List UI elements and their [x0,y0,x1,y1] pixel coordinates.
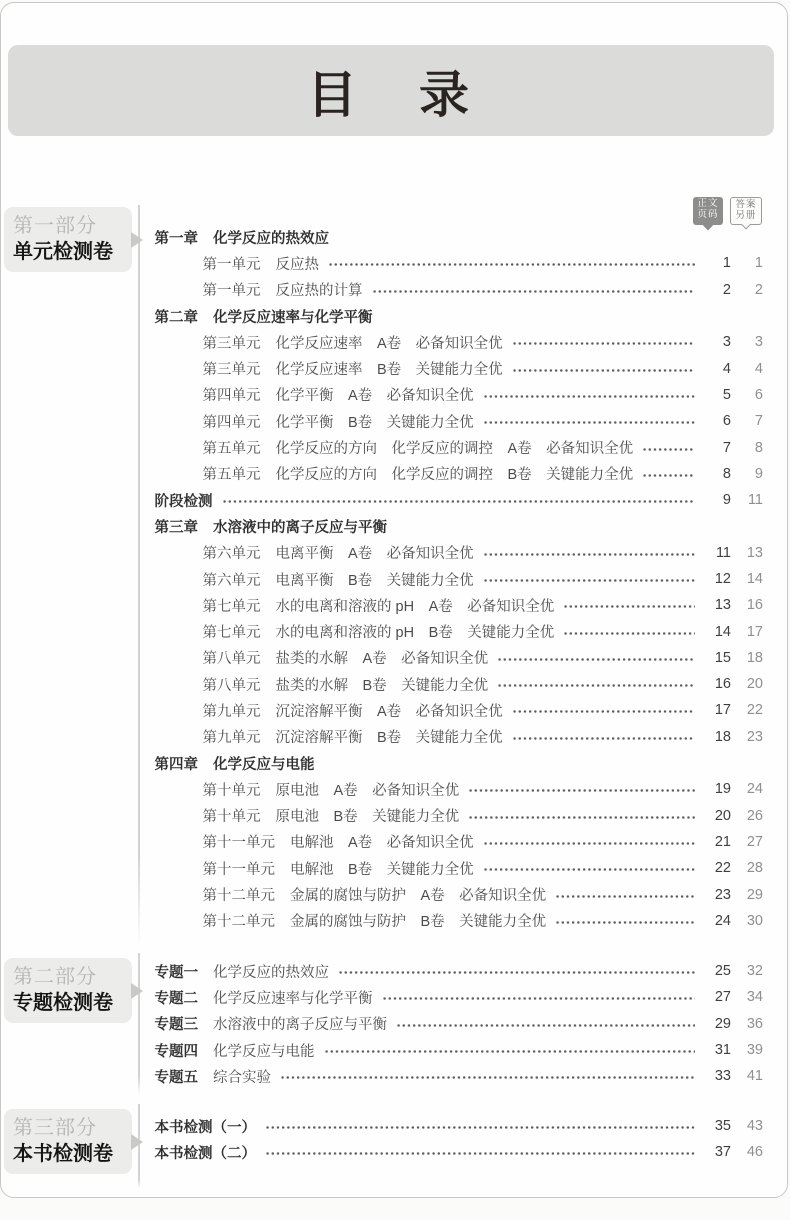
dot-leader [265,1125,695,1130]
answer-page-number: 11 [747,492,763,509]
dot-leader [468,788,695,793]
toc-entry-title: 金属的腐蚀与防护 B卷 关键能力全优 [290,914,547,931]
dot-leader [512,368,695,373]
toc-entry-label: 专题四 [154,1043,198,1060]
toc-entry-label: 第五单元 [202,467,261,484]
toc-row [155,513,764,539]
main-page-number: 15 [714,649,731,666]
arrow-right-icon [131,232,143,248]
dot-leader [382,996,696,1001]
main-page-number: 17 [714,702,731,719]
answer-page-number: 6 [754,386,763,403]
page-title: 目 录 [307,66,475,123]
toc-row [155,958,764,984]
toc-entry-label: 第四单元 [202,414,261,431]
main-page-number: 1 [722,255,731,272]
dot-leader [497,683,695,688]
answer-booklet-page-badge [730,197,762,225]
toc-entry-label: 第四章 [154,756,198,773]
answer-page-number: 22 [746,702,763,719]
badge-line: 页码 [697,208,719,220]
toc-entry-label: 第十单元 [202,809,261,826]
toc-entry-title: 化学反应速率与化学平衡 [213,990,373,1007]
toc-entry-title: 反应热的计算 [275,283,363,300]
toc-entry-title: 金属的腐蚀与防护 A卷 必备知识全优 [290,888,547,905]
arrow-right-icon [131,1134,143,1150]
main-page-number: 3 [722,334,731,351]
toc-entry-title: 综合实验 [213,1069,271,1086]
part-title: 单元检测卷 [13,241,113,263]
part-content [140,205,788,946]
main-page-number: 23 [714,886,731,903]
main-page-number: 6 [722,413,731,430]
main-text-page-badge [693,197,723,225]
dot-leader [483,867,695,872]
toc-entry-title: 化学反应速率与化学平衡 [213,309,373,326]
answer-page-number: 34 [746,989,763,1006]
toc-entry-label: 第七单元 [202,625,261,642]
toc-row [155,329,764,355]
part-sidebar [1,953,138,1094]
toc-row [155,461,764,487]
toc-entry-title: 沉淀溶解平衡 A卷 必备知识全优 [275,703,503,720]
toc-entry-title: 化学反应与电能 [213,756,315,773]
dot-leader [483,552,695,557]
toc-entry-label: 第一单元 [202,283,261,300]
badge-line: 答案 [735,199,757,210]
part-label [4,207,132,272]
answer-page-number: 3 [754,334,763,351]
dot-leader [483,841,695,846]
toc-entry-title: 化学反应的方向 化学反应的调控 A卷 必备知识全优 [275,441,634,458]
toc-row [155,855,764,881]
answer-page-number: 18 [746,649,763,666]
main-page-number: 4 [722,360,731,377]
answer-page-number: 23 [746,728,763,745]
dot-leader [280,1075,695,1080]
toc-entry-label: 第八单元 [202,651,261,668]
main-page-number: 14 [714,623,731,640]
main-page-number: 35 [714,1118,731,1135]
toc-entry-label: 第三单元 [202,362,261,379]
toc-entry-label: 第十一单元 [202,861,275,878]
toc-entry-title: 化学反应与电能 [213,1043,315,1060]
toc-entry-label: 专题二 [154,990,198,1007]
toc-entry-title: 水溶液中的离子反应与平衡 [213,1017,387,1034]
toc-entry-title: 水的电离和溶液的 pH A卷 必备知识全优 [275,598,555,615]
dot-leader [396,1023,695,1028]
toc-entry-title: 水溶液中的离子反应与平衡 [213,519,387,536]
answer-page-number: 29 [746,886,763,903]
answer-page-number: 26 [746,807,763,824]
toc-row [155,277,764,303]
dot-leader [512,341,695,346]
toc-row [155,803,764,829]
answer-page-number: 46 [746,1144,763,1161]
toc-row [155,618,764,644]
dot-leader [563,631,695,636]
toc-entry-label: 第八单元 [202,677,261,694]
main-page-number: 13 [714,597,731,614]
toc-row [155,303,764,329]
main-page-number: 22 [714,860,731,877]
toc-row [155,724,764,750]
answer-page-number: 36 [746,1015,763,1032]
toc-entry-title: 盐类的水解 A卷 必备知识全优 [275,651,489,668]
main-page-number: 8 [722,465,731,482]
badge-line: 另册 [735,209,757,221]
toc-row [155,1139,764,1165]
toc-entry-title: 原电池 A卷 必备知识全优 [275,782,460,799]
main-page-number: 25 [714,963,731,980]
main-page-number: 16 [714,676,731,693]
dot-leader [497,657,695,662]
answer-page-number: 13 [746,544,763,561]
toc-entry-title: 化学平衡 A卷 必备知识全优 [275,388,474,405]
toc-entry-title: 化学反应的方向 化学反应的调控 B卷 关键能力全优 [275,467,634,484]
toc-entry-label: 专题五 [154,1069,198,1086]
arrow-right-icon [131,983,143,999]
toc-row [155,355,764,381]
toc-entry-label: 阶段检测 [154,493,213,510]
dot-leader [563,604,695,609]
dot-leader [372,289,696,294]
part-number: 第三部分 [13,1117,97,1139]
answer-page-number: 17 [746,623,763,640]
toc-row [155,881,764,907]
answer-page-number: 8 [754,439,763,456]
part-label [4,958,132,1023]
toc-entry-label: 第十二单元 [202,914,275,931]
part-sidebar [1,205,138,946]
toc-entry-title: 电解池 B卷 关键能力全优 [290,861,474,878]
toc-entry-title: 水的电离和溶液的 pH B卷 关键能力全优 [275,625,555,642]
dot-leader [483,394,695,399]
dot-leader [483,578,695,583]
part-content [140,953,788,1094]
toc-entry-title: 反应热 [275,256,319,273]
toc-entry-title: 盐类的水解 B卷 关键能力全优 [275,677,489,694]
toc-entry-label: 第五单元 [202,441,261,458]
dot-leader [512,736,695,741]
toc-entry-label: 第三章 [154,519,198,536]
toc-entry-title: 沉淀溶解平衡 B卷 关键能力全优 [275,730,503,747]
badge-line: 正文 [697,198,719,209]
toc-row [155,908,764,934]
toc-row [155,750,764,776]
toc-entry-title: 化学反应的热效应 [213,964,329,981]
toc-entry-label: 专题一 [154,964,198,981]
dot-leader [265,1151,695,1156]
main-page-number: 24 [714,912,731,929]
main-page-number: 29 [714,1015,731,1032]
dot-leader [642,447,695,452]
main-page-number: 12 [714,571,731,587]
page-title-band [8,45,774,136]
toc-row [155,645,764,671]
part-section [1,953,787,1094]
toc-row [155,829,764,855]
toc-entry-title: 电解池 A卷 必备知识全优 [290,835,474,852]
toc-entry-label: 第六单元 [202,572,261,589]
main-page-number: 19 [714,781,731,798]
answer-page-number: 30 [746,912,763,929]
part-sidebar [1,1104,138,1189]
dot-leader [324,1049,696,1054]
main-page-number: 33 [714,1068,731,1085]
toc-row [155,408,764,434]
main-page-number: 21 [714,833,731,850]
part-section [1,205,787,946]
toc-row [155,434,764,460]
answer-page-number: 39 [746,1042,763,1059]
toc-entry-title: 电离平衡 B卷 关键能力全优 [275,572,474,589]
answer-page-number: 7 [754,413,763,430]
toc-entry-label: 本书检测（一） [154,1119,256,1136]
main-page-number: 9 [722,492,731,509]
answer-page-number: 41 [746,1068,763,1085]
answer-page-number: 24 [746,781,763,798]
answer-page-number: 32 [746,963,763,980]
toc-entry-label: 第三单元 [202,335,261,352]
toc-entry-label: 第十一单元 [202,835,275,852]
toc-entry-label: 第九单元 [202,730,261,747]
toc-row [155,540,764,566]
dot-leader [555,894,695,899]
toc-entry-label: 第九单元 [202,703,261,720]
dot-leader [222,499,696,504]
toc-entry-label: 第十单元 [202,782,261,799]
dot-leader [642,473,695,478]
toc-row [155,1113,764,1139]
answer-page-number: 9 [754,465,763,482]
main-page-number: 5 [722,386,731,403]
toc-entry-label: 第一单元 [202,256,261,273]
toc-entry-title: 原电池 B卷 关键能力全优 [275,809,460,826]
main-page-number: 18 [714,728,731,745]
answer-page-number: 16 [746,597,763,614]
toc-entry-title: 化学反应速率 B卷 关键能力全优 [275,362,503,379]
answer-page-number: 1 [754,255,763,272]
toc-entry-label: 第七单元 [202,598,261,615]
dot-leader [483,420,695,425]
dot-leader [338,970,695,975]
toc-entry-label: 本书检测（二） [154,1145,256,1162]
answer-page-number: 14 [746,571,763,587]
toc-row [155,592,764,618]
part-label [4,1109,132,1174]
toc-row [155,1063,764,1089]
toc-row [155,776,764,802]
dot-leader [555,920,695,925]
toc-row [155,984,764,1010]
part-section [1,1104,787,1189]
main-page-number: 7 [722,439,731,456]
toc-row [155,697,764,723]
toc-row [155,1011,764,1037]
answer-page-number: 4 [754,360,763,377]
toc-entry-title: 化学反应的热效应 [213,230,329,247]
part-content [140,1104,788,1189]
toc-sections [1,205,787,1189]
answer-page-number: 2 [754,281,763,298]
dot-leader [512,709,695,714]
dot-leader [328,262,695,267]
answer-page-number: 28 [746,860,763,877]
toc-entry-label: 专题三 [154,1017,198,1034]
main-page-number: 11 [715,544,731,561]
part-number: 第一部分 [13,215,97,237]
toc-entry-label: 第一章 [154,230,198,247]
page-number-legend [693,197,762,225]
toc-row [155,224,764,250]
toc-row [155,1037,764,1063]
toc-entry-label: 第十二单元 [202,888,275,905]
answer-page-number: 20 [746,676,763,693]
main-page-number: 37 [714,1144,731,1161]
part-number: 第二部分 [13,966,97,988]
main-page-number: 2 [722,281,731,298]
part-title: 专题检测卷 [13,992,113,1014]
part-title: 本书检测卷 [13,1143,113,1165]
main-page-number: 20 [714,807,731,824]
toc-row [155,487,764,513]
toc-page [0,2,788,1198]
toc-row [155,250,764,276]
toc-row [155,671,764,697]
main-page-number: 31 [714,1042,731,1059]
toc-row [155,566,764,592]
dot-leader [468,815,695,820]
main-page-number: 27 [714,989,731,1006]
answer-page-number: 43 [746,1118,763,1135]
toc-entry-label: 第四单元 [202,388,261,405]
toc-entry-title: 化学平衡 B卷 关键能力全优 [275,414,474,431]
toc-row [155,382,764,408]
answer-page-number: 27 [746,833,763,850]
toc-entry-title: 化学反应速率 A卷 必备知识全优 [275,335,503,352]
toc-entry-label: 第六单元 [202,546,261,563]
toc-entry-label: 第二章 [154,309,198,326]
toc-entry-title: 电离平衡 A卷 必备知识全优 [275,546,474,563]
